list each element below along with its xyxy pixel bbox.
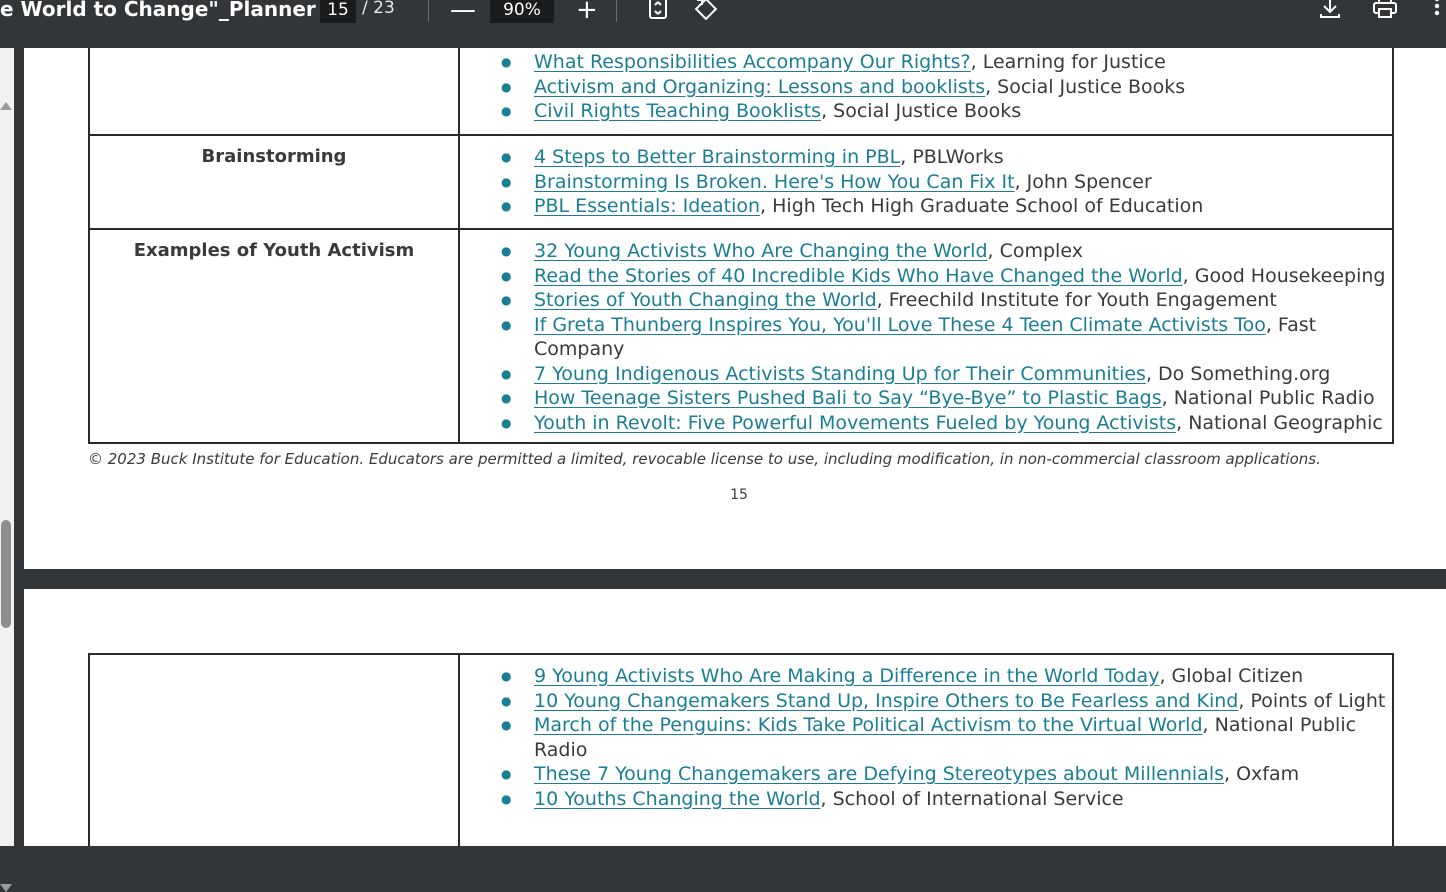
page-total: / 23 [362,0,395,18]
resources-cell [459,48,1393,135]
resources-cell [459,135,1393,229]
scroll-down-arrow-icon[interactable] [0,884,12,892]
toolbar-divider [428,0,429,22]
table-row [89,654,1393,846]
resource-link[interactable]: 10 Young Changemakers Stand Up, Inspire Others to Be Fearless and Kind [534,689,1239,712]
resource-link[interactable]: Civil Rights Teaching Booklists [534,100,822,122]
resource-link[interactable]: Stories of Youth Changing the World [534,289,877,311]
zoom-out-button[interactable]: — [450,0,476,25]
pdf-toolbar [0,0,1446,48]
document-title: e World to Change"_Planner [0,0,316,21]
list-item: ● Stories of Youth Changing the World, Freechild Institute for Youth Engagement [534,288,1392,313]
table-row [89,135,1393,229]
category-cell [89,48,459,135]
viewer-gutter [14,48,24,846]
resource-link[interactable]: 7 Young Indigenous Activists Standing Up for Their Communities [534,362,1146,385]
download-icon[interactable] [1318,0,1342,24]
pdf-page [24,48,1446,569]
list-item: ● 9 Young Activists Who Are Making a Difference in the World Today, Global Citizen [534,664,1392,689]
fit-page-icon[interactable] [648,0,668,24]
resource-link[interactable]: Read the Stories of 40 Incredible Kids Who Have Changed the World [534,264,1183,287]
resource-link[interactable]: 4 Steps to Better Brainstorming in PBL [534,146,901,168]
more-icon[interactable] [1433,0,1441,22]
zoom-in-button[interactable]: + [576,0,598,25]
rotate-icon[interactable] [693,0,719,26]
list-item: ● 4 Steps to Better Brainstorming in PBL, PBLWorks [534,145,1392,170]
list-item: ● Brainstorming Is Broken. Here's How You Can Fix It, John Spencer [534,170,1392,195]
print-icon[interactable] [1372,0,1398,24]
toolbar-divider [616,0,617,22]
list-item: ● 10 Young Changemakers Stand Up, Inspire Others to Be Fearless and Kind, Points of Light [534,689,1392,714]
resource-link[interactable]: 10 Youths Changing the World [534,787,821,810]
scrollbar-thumb[interactable] [1,520,11,628]
zoom-level-input[interactable]: 90% [490,0,554,23]
resource-link[interactable]: 9 Young Activists Who Are Making a Difference in the World Today [534,665,1160,687]
resource-link[interactable]: Brainstorming Is Broken. Here's How You Can Fix It [534,170,1015,193]
resources-cell [459,229,1393,443]
list-item: ● These 7 Young Changemakers are Defying Stereotypes about Millennials, Oxfam [534,762,1392,787]
resource-link[interactable]: March of the Penguins: Kids Take Political Activism to the Virtual World [534,714,1203,736]
resource-link[interactable]: Youth in Revolt: Five Powerful Movements Fueled by Young Activists [534,411,1177,434]
list-item: ● How Teenage Sisters Pushed Bali to Say “Bye-Bye” to Plastic Bags, National Public Radio [534,386,1392,411]
list-item: ● Civil Rights Teaching Booklists, Social Justice Books [534,99,1392,124]
scroll-up-arrow-icon[interactable] [0,102,12,110]
list-item: ● What Responsibilities Accompany Our Rights?, Learning for Justice [534,50,1392,75]
table-row [89,229,1393,443]
list-item: ● PBL Essentials: Ideation, High Tech High Graduate School of Education [534,194,1392,219]
list-item: ● Read the Stories of 40 Incredible Kids Who Have Changed the World, Good Housekeeping [534,264,1392,289]
resource-link[interactable]: How Teenage Sisters Pushed Bali to Say “Bye-Bye” to Plastic Bags [534,387,1162,409]
page-number: 15 [730,487,748,503]
category-label: Brainstorming [201,146,347,167]
copyright-note: © 2023 Buck Institute for Education. Educators are permitted a limited, revocable license to use, including modification, in non-commercial classroom applications. [88,450,1321,468]
list-item: ● 7 Young Indigenous Activists Standing Up for Their Communities, Do Something.org [534,362,1392,387]
resource-link[interactable]: 32 Young Activists Who Are Changing the World [534,240,988,262]
list-item: ● Youth in Revolt: Five Powerful Movements Fueled by Young Activists, National Geographic [534,411,1392,436]
category-cell [89,135,459,229]
table-row [89,48,1393,135]
resources-table [88,48,1394,444]
resources-cell [459,654,1393,846]
resource-link[interactable]: If Greta Thunberg Inspires You, You'll Love These 4 Teen Climate Activists Too [534,313,1266,336]
resource-link[interactable]: These 7 Young Changemakers are Defying Stereotypes about Millennials [534,763,1225,785]
pdf-page [24,589,1446,846]
category-cell [89,654,459,846]
resource-link[interactable]: What Responsibilities Accompany Our Rights? [534,51,971,73]
resource-link[interactable]: PBL Essentials: Ideation [534,195,761,217]
page-number-input[interactable]: 15 [320,0,356,23]
list-item: ● If Greta Thunberg Inspires You, You'll Love These 4 Teen Climate Activists Too, Fast Company [534,313,1392,362]
resources-table [88,653,1394,846]
resource-link[interactable]: Activism and Organizing: Lessons and booklists [534,75,986,98]
list-item: ● 10 Youths Changing the World, School of International Service [534,787,1392,812]
list-item: ● March of the Penguins: Kids Take Political Activism to the Virtual World, National Public Radio [534,713,1392,762]
vertical-scrollbar[interactable] [0,48,14,846]
list-item: ● Activism and Organizing: Lessons and booklists, Social Justice Books [534,75,1392,100]
category-cell [89,229,459,443]
category-label: Examples of Youth Activism [133,240,415,261]
list-item: ● 32 Young Activists Who Are Changing the World, Complex [534,239,1392,264]
